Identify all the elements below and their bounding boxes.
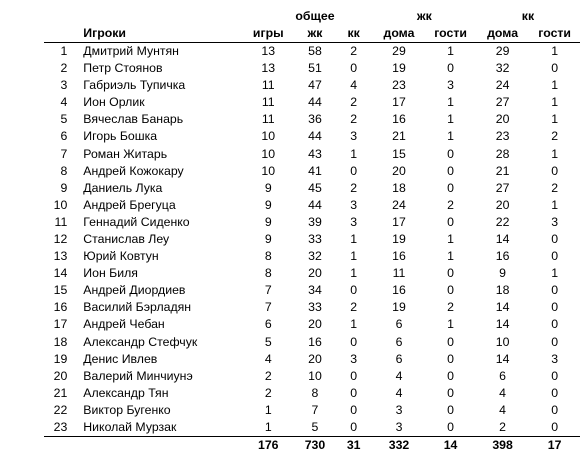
kk-home-cell: 2 — [476, 419, 529, 437]
games-cell: 8 — [264, 266, 272, 281]
kk-cell: 1 — [350, 146, 358, 161]
zhk-away-cell: 2 — [447, 197, 454, 212]
kk-home-cell: 4 — [499, 402, 506, 417]
kk-away-cell: 2 — [551, 129, 559, 144]
games-cell: 10 — [261, 146, 276, 161]
zhk-cell: 44 — [308, 129, 322, 144]
player-name: Габриэль Тупичка — [83, 78, 186, 93]
kk-away-cell: 0 — [551, 61, 559, 76]
zhk-cell: 45 — [308, 180, 322, 195]
total-zhk-home: 332 — [388, 438, 410, 453]
zhk-cell: 41 — [308, 163, 322, 178]
games-cell: 2 — [264, 368, 272, 383]
zhk-home-cell: 23 — [392, 78, 406, 93]
row-number: 22 — [53, 402, 68, 417]
totals-blank — [78, 437, 241, 455]
zhk-cell: 20 — [308, 317, 322, 332]
zhk-home-cell: 17 — [392, 214, 406, 229]
zhk-cell: 33 — [308, 300, 322, 315]
player-name: Денис Ивлев — [83, 351, 158, 366]
kk-home-cell: 14 — [495, 317, 510, 332]
header-blank — [78, 8, 241, 25]
kk-cell: 2 — [350, 300, 358, 315]
zhk-cell: 58 — [308, 43, 322, 58]
games-cell: 10 — [261, 129, 276, 144]
kk-home-cell: 16 — [495, 249, 510, 264]
zhk-away-cell: 0 — [447, 283, 454, 298]
kk-home-cell: 23 — [495, 129, 510, 144]
player-name: Александр Тян — [83, 385, 169, 400]
kk-cell: 1 — [350, 317, 358, 332]
row-number: 9 — [60, 180, 68, 195]
header-number-blank — [44, 25, 78, 43]
kk-cell: 0 — [335, 419, 373, 437]
row-number: 8 — [60, 163, 68, 178]
kk-away-cell: 0 — [551, 300, 559, 315]
table-footer — [44, 437, 580, 455]
kk-away-cell: 1 — [551, 266, 559, 281]
player-name: Василий Бэрладян — [83, 300, 192, 315]
row-number: 6 — [60, 129, 68, 144]
zhk-away-cell: 1 — [447, 112, 454, 127]
zhk-cell: 16 — [308, 334, 322, 349]
kk-cell: 0 — [350, 334, 358, 349]
zhk-home-cell: 6 — [395, 334, 403, 349]
games-cell: 6 — [264, 317, 272, 332]
zhk-cell: 7 — [311, 402, 319, 417]
zhk-cell: 8 — [311, 385, 319, 400]
table-body — [44, 43, 580, 437]
kk-away-cell: 1 — [551, 43, 559, 58]
kk-cell: 2 — [350, 180, 358, 195]
row-number: 19 — [53, 351, 68, 366]
total-kk-away: 17 — [547, 438, 562, 453]
zhk-away-cell: 0 — [447, 334, 454, 349]
total-zhk-away: 14 — [443, 438, 458, 453]
games-cell: 1 — [264, 402, 272, 417]
row-number: 23 — [44, 419, 78, 437]
zhk-cell: 47 — [308, 78, 322, 93]
table-row — [44, 60, 580, 77]
row-number: 7 — [60, 146, 68, 161]
games-cell: 5 — [264, 334, 272, 349]
kk-home-cell: 10 — [495, 334, 510, 349]
player-name: Валерий Минчиунэ — [83, 368, 193, 383]
table-row — [44, 180, 580, 197]
games-cell: 1 — [241, 419, 295, 437]
player-name: Игорь Бошка — [83, 129, 158, 144]
kk-away-cell: 0 — [551, 334, 559, 349]
zhk-home-cell: 24 — [392, 197, 406, 212]
column-header-players: Игроки — [78, 25, 241, 43]
player-name: Александр Стефчук — [83, 334, 198, 349]
zhk-cell: 20 — [308, 351, 322, 366]
zhk-cell: 51 — [308, 61, 322, 76]
kk-cell: 2 — [350, 112, 358, 127]
table-row — [44, 368, 580, 385]
kk-cell: 0 — [350, 402, 358, 417]
games-cell: 11 — [261, 95, 275, 110]
games-cell: 9 — [264, 180, 272, 195]
zhk-home-cell: 16 — [392, 283, 406, 298]
kk-home-cell: 14 — [495, 300, 510, 315]
zhk-home-cell: 15 — [392, 146, 406, 161]
table-row — [44, 283, 580, 300]
column-header-kk-away: гости — [529, 25, 580, 43]
zhk-away-cell: 0 — [425, 419, 476, 437]
kk-home-cell: 22 — [495, 214, 510, 229]
zhk-away-cell: 3 — [447, 78, 454, 93]
totals-blank — [44, 437, 78, 455]
total-kk: 31 — [346, 438, 361, 453]
table-row — [44, 197, 580, 214]
kk-home-cell: 21 — [495, 163, 510, 178]
player-name: Ион Биля — [83, 266, 138, 281]
zhk-cell: 44 — [308, 95, 322, 110]
zhk-home-cell: 16 — [392, 249, 406, 264]
kk-home-cell: 4 — [499, 385, 506, 400]
table-row — [44, 163, 580, 180]
games-cell: 11 — [261, 112, 275, 127]
kk-home-cell: 9 — [499, 266, 506, 281]
player-name: Андрей Брегуца — [83, 197, 176, 212]
games-cell: 4 — [264, 351, 272, 366]
row-number: 12 — [53, 232, 68, 247]
row-number: 15 — [53, 283, 68, 298]
kk-away-cell: 0 — [551, 283, 559, 298]
zhk-away-cell: 1 — [447, 249, 454, 264]
table-row — [44, 129, 580, 146]
zhk-away-cell: 2 — [447, 300, 454, 315]
games-cell: 13 — [261, 43, 276, 58]
kk-away-cell: 1 — [551, 95, 559, 110]
kk-cell: 3 — [350, 129, 358, 144]
table-row — [44, 402, 580, 419]
kk-cell: 3 — [350, 214, 358, 229]
zhk-away-cell: 0 — [447, 214, 454, 229]
player-stats-table — [44, 8, 580, 454]
player-name: Николай Мурзак — [78, 419, 241, 437]
zhk-home-cell: 17 — [392, 95, 406, 110]
table-row — [44, 300, 580, 317]
zhk-away-cell: 0 — [447, 61, 454, 76]
zhk-away-cell: 0 — [447, 351, 454, 366]
zhk-home-cell: 3 — [395, 402, 403, 417]
row-number: 11 — [54, 214, 68, 229]
kk-away-cell: 0 — [551, 163, 559, 178]
column-header-kk: кк — [335, 25, 373, 43]
kk-cell: 0 — [350, 385, 358, 400]
kk-cell: 1 — [350, 232, 358, 247]
zhk-home-cell: 4 — [395, 385, 403, 400]
kk-cell: 3 — [350, 351, 358, 366]
kk-away-cell: 3 — [551, 214, 559, 229]
kk-home-cell: 29 — [495, 43, 510, 58]
zhk-cell: 34 — [308, 283, 322, 298]
player-name: Дмитрий Мунтян — [83, 43, 179, 58]
table-row — [44, 265, 580, 282]
player-name: Андрей Чебан — [83, 317, 165, 332]
zhk-home-cell: 6 — [395, 317, 403, 332]
row-number: 13 — [53, 249, 68, 264]
player-name: Юрий Ковтун — [83, 249, 159, 264]
zhk-cell: 5 — [295, 419, 334, 437]
row-number: 1 — [60, 43, 68, 58]
player-name: Андрей Кожокару — [83, 163, 184, 178]
table-row — [44, 419, 580, 437]
zhk-cell: 10 — [308, 368, 322, 383]
kk-away-cell: 0 — [551, 385, 559, 400]
player-name: Даниель Лука — [83, 180, 163, 195]
zhk-away-cell: 0 — [447, 266, 454, 281]
zhk-home-cell: 18 — [392, 180, 406, 195]
kk-home-cell: 32 — [495, 61, 510, 76]
zhk-home-cell: 21 — [392, 129, 406, 144]
table-row — [44, 351, 580, 368]
group-header-kk: кк — [521, 8, 535, 23]
kk-home-cell: 18 — [495, 283, 510, 298]
header-blank — [241, 8, 295, 25]
zhk-cell: 43 — [308, 146, 322, 161]
kk-away-cell: 1 — [551, 197, 559, 212]
games-cell: 7 — [264, 283, 272, 298]
totals-row — [44, 437, 580, 455]
kk-home-cell: 28 — [495, 146, 510, 161]
zhk-home-cell: 11 — [392, 266, 406, 281]
row-number: 17 — [53, 317, 68, 332]
kk-home-cell: 6 — [499, 368, 506, 383]
zhk-cell: 36 — [308, 112, 322, 127]
zhk-away-cell: 0 — [447, 385, 454, 400]
table-row — [44, 146, 580, 163]
kk-home-cell: 24 — [495, 78, 510, 93]
kk-away-cell: 0 — [551, 317, 559, 332]
games-cell: 7 — [264, 300, 272, 315]
kk-cell: 0 — [350, 163, 358, 178]
total-kk-home: 398 — [492, 438, 513, 453]
row-number: 10 — [53, 197, 68, 212]
zhk-cell: 33 — [308, 232, 322, 247]
kk-cell: 3 — [350, 197, 358, 212]
zhk-home-cell: 16 — [392, 112, 406, 127]
player-name: Андрей Диордиев — [83, 283, 186, 298]
row-number: 21 — [53, 385, 68, 400]
zhk-home-cell: 19 — [392, 232, 406, 247]
zhk-home-cell: 4 — [395, 368, 403, 383]
table-row — [44, 231, 580, 248]
kk-cell: 2 — [350, 43, 358, 58]
zhk-cell: 39 — [308, 214, 322, 229]
zhk-away-cell: 1 — [447, 43, 454, 58]
kk-cell: 1 — [350, 249, 358, 264]
column-header-zhk-away: гости — [425, 25, 476, 43]
kk-away-cell: 1 — [551, 146, 559, 161]
header-blank — [335, 8, 373, 25]
games-cell: 10 — [261, 163, 276, 178]
games-cell: 9 — [264, 197, 272, 212]
table-header — [44, 8, 580, 43]
kk-cell: 2 — [350, 95, 358, 110]
zhk-cell: 44 — [308, 197, 322, 212]
zhk-away-cell: 1 — [447, 232, 454, 247]
group-header-total: общее — [295, 8, 335, 23]
player-name: Ион Орлик — [83, 95, 145, 110]
row-number: 14 — [53, 266, 68, 281]
table-row — [44, 112, 580, 129]
zhk-home-cell: 20 — [392, 163, 406, 178]
kk-cell: 4 — [350, 78, 358, 93]
table-row — [44, 77, 580, 94]
kk-home-cell: 20 — [495, 112, 510, 127]
table-row — [44, 94, 580, 111]
row-number: 3 — [60, 78, 68, 93]
row-number: 20 — [53, 368, 68, 383]
kk-away-cell: 0 — [551, 249, 559, 264]
kk-away-cell: 0 — [551, 232, 559, 247]
group-header-zhk: жк — [416, 8, 432, 23]
kk-home-cell: 14 — [495, 351, 510, 366]
player-name: Виктор Бугенко — [83, 402, 171, 417]
player-name: Вячеслав Банарь — [83, 112, 184, 127]
kk-away-cell: 3 — [551, 351, 559, 366]
total-games: 176 — [257, 438, 279, 453]
zhk-home-cell: 3 — [373, 419, 425, 437]
table-row — [44, 214, 580, 231]
kk-home-cell: 27 — [495, 95, 510, 110]
table-row — [44, 317, 580, 334]
zhk-away-cell: 0 — [447, 163, 454, 178]
games-cell: 2 — [264, 385, 272, 400]
column-header-zhk-home: дома — [373, 25, 425, 43]
table-row — [44, 248, 580, 265]
zhk-home-cell: 19 — [392, 61, 406, 76]
kk-away-cell: 1 — [551, 78, 559, 93]
zhk-away-cell: 0 — [447, 368, 454, 383]
games-cell: 9 — [264, 232, 272, 247]
row-number: 4 — [60, 95, 68, 110]
zhk-home-cell: 29 — [392, 43, 406, 58]
kk-home-cell: 27 — [495, 180, 510, 195]
kk-cell: 0 — [350, 61, 358, 76]
column-header-kk-home: дома — [476, 25, 529, 43]
zhk-away-cell: 1 — [447, 129, 454, 144]
games-cell: 11 — [261, 78, 275, 93]
zhk-away-cell: 0 — [447, 146, 454, 161]
table-row — [44, 385, 580, 402]
row-number: 2 — [60, 61, 68, 76]
zhk-away-cell: 1 — [447, 95, 454, 110]
kk-cell: 0 — [350, 368, 358, 383]
games-cell: 9 — [264, 214, 272, 229]
games-cell: 13 — [261, 61, 276, 76]
column-header-zhk: жк — [295, 25, 334, 43]
kk-away-cell: 2 — [551, 180, 559, 195]
kk-away-cell: 0 — [551, 368, 559, 383]
kk-home-cell: 20 — [495, 197, 510, 212]
row-number: 5 — [60, 112, 68, 127]
row-number: 16 — [53, 300, 68, 315]
zhk-cell: 32 — [308, 249, 322, 264]
kk-away-cell: 0 — [529, 419, 580, 437]
kk-away-cell: 1 — [551, 112, 559, 127]
games-cell: 8 — [264, 249, 272, 264]
row-number: 18 — [53, 334, 68, 349]
player-name: Роман Житарь — [83, 146, 168, 161]
kk-cell: 0 — [350, 283, 358, 298]
zhk-cell: 20 — [308, 266, 322, 281]
header-blank — [44, 8, 78, 25]
table-row — [44, 334, 580, 351]
total-zhk: 730 — [304, 438, 326, 453]
kk-cell: 1 — [350, 266, 358, 281]
player-name: Станислав Леу — [83, 232, 170, 247]
column-header-games: игры — [241, 25, 295, 43]
zhk-away-cell: 0 — [447, 180, 454, 195]
zhk-home-cell: 19 — [392, 300, 406, 315]
kk-home-cell: 14 — [495, 232, 510, 247]
zhk-away-cell: 0 — [447, 402, 454, 417]
zhk-home-cell: 6 — [395, 351, 403, 366]
kk-away-cell: 0 — [551, 402, 559, 417]
player-name: Геннадий Сиденко — [83, 214, 190, 229]
table-row — [44, 43, 580, 61]
player-name: Петр Стоянов — [83, 61, 163, 76]
zhk-away-cell: 1 — [447, 317, 454, 332]
